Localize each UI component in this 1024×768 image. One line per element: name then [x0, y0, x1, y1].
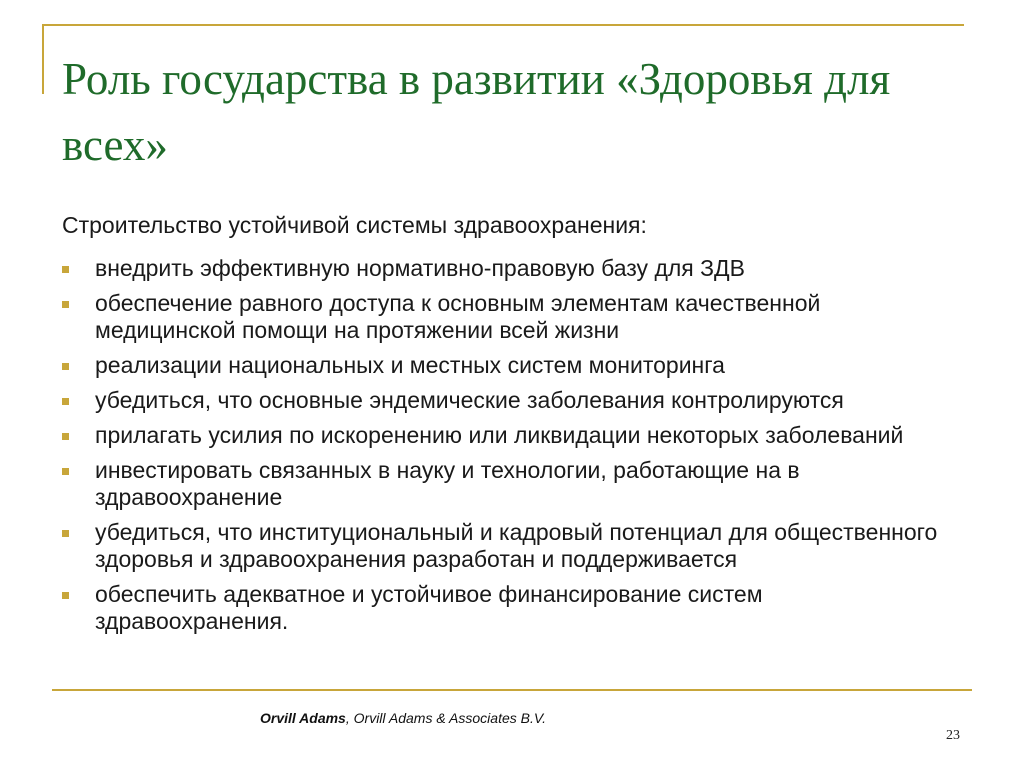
list-item	[62, 519, 962, 573]
top-divider	[42, 24, 964, 26]
bullet-list	[62, 255, 962, 643]
bullet-square-icon	[62, 301, 69, 308]
bottom-divider	[52, 689, 972, 691]
bullet-text: реализации национальных и местных систем мониторинга	[95, 352, 725, 378]
bullet-text: инвестировать связанных в науку и технологии, работающие на в здравоохранение	[95, 457, 800, 510]
list-item	[62, 290, 962, 344]
bullet-square-icon	[62, 398, 69, 405]
bullet-text: внедрить эффективную нормативно-правовую базу для ЗДВ	[95, 255, 745, 281]
slide-title: Роль государства в развитии «Здоровья для всех»	[62, 54, 891, 170]
bullet-text: прилагать усилия по искоренению или ликвидации некоторых заболеваний	[95, 422, 904, 448]
bullet-text: обеспечить адекватное и устойчивое финансирование систем здравоохранения.	[95, 581, 763, 634]
list-item	[62, 255, 962, 282]
intro-text: Строительство устойчивой системы здравоохранения:	[62, 212, 647, 238]
bullet-square-icon	[62, 363, 69, 370]
page-number: 23	[946, 728, 960, 743]
footer-organization: , Orvill Adams & Associates B.V.	[345, 710, 547, 726]
list-item	[62, 581, 962, 635]
list-item	[62, 422, 962, 449]
list-item	[62, 457, 962, 511]
bullet-square-icon	[62, 266, 69, 273]
list-item	[62, 352, 962, 379]
bullet-text: убедиться, что институциональный и кадровый потенциал для общественного здоровья и здравоохранения разработан и поддерживается	[95, 519, 938, 572]
bullet-square-icon	[62, 592, 69, 599]
bullet-square-icon	[62, 433, 69, 440]
bullet-square-icon	[62, 530, 69, 537]
left-divider	[42, 24, 44, 94]
footer-credit	[260, 710, 546, 726]
bullet-square-icon	[62, 468, 69, 475]
bullet-text: убедиться, что основные эндемические заболевания контролируются	[95, 387, 844, 413]
footer-author: Orvill Adams	[260, 710, 346, 726]
list-item	[62, 387, 962, 414]
bullet-text: обеспечение равного доступа к основным элементам качественной медицинской помощи на протяжении всей жизни	[95, 290, 821, 343]
